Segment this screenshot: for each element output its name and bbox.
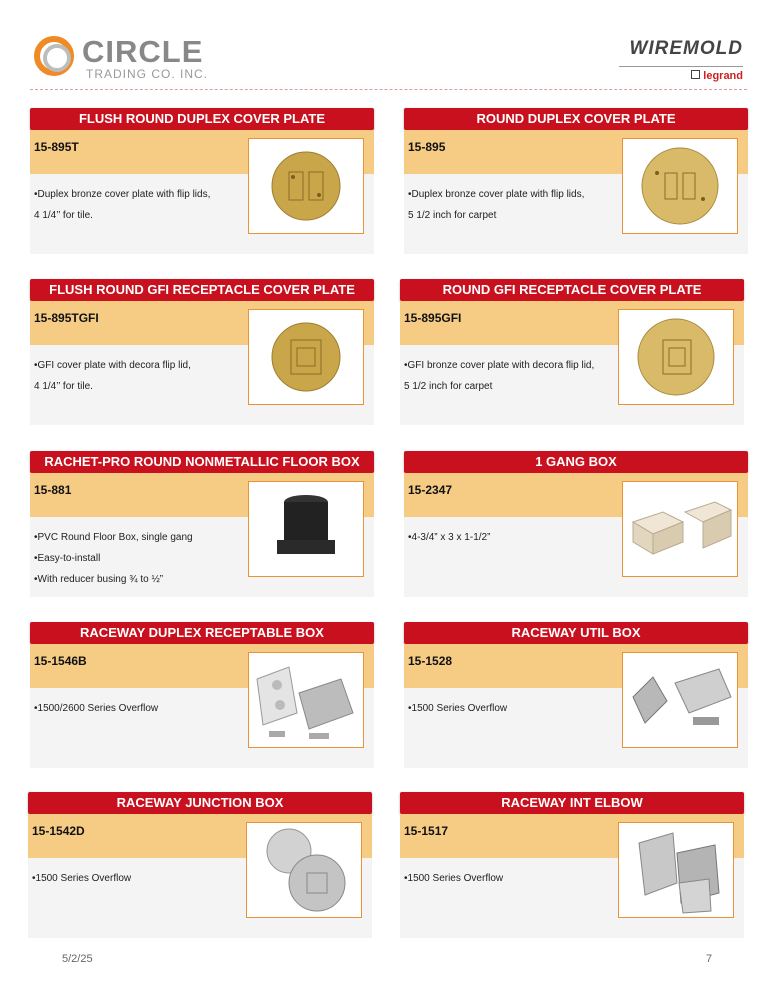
product-card [404, 108, 748, 254]
floor-box-icon [249, 482, 363, 576]
card-title: RACEWAY DUPLEX RECEPTABLE BOX [30, 622, 374, 644]
product-image [248, 138, 364, 234]
round-brass-plate-icon [623, 139, 737, 233]
product-description: •1500 Series Overflow [408, 703, 508, 714]
raceway-receptacle-icon [249, 653, 363, 747]
product-card [400, 792, 744, 938]
product-image [246, 822, 362, 918]
round-brass-plate-icon [249, 310, 363, 404]
product-image [248, 481, 364, 577]
legrand-square-icon [691, 70, 700, 79]
raceway-util-icon [623, 653, 737, 747]
product-code: 15-1546B [34, 654, 87, 668]
card-title: RACEWAY INT ELBOW [400, 792, 744, 814]
gang-box-icon [623, 482, 737, 576]
product-card [28, 792, 372, 938]
product-image [618, 822, 734, 918]
product-image [248, 652, 364, 748]
brand-divider [619, 66, 743, 67]
card-title: 1 GANG BOX [404, 451, 748, 473]
round-brass-plate-icon [249, 139, 363, 233]
product-description: •1500 Series Overflow [32, 873, 132, 884]
product-card [30, 108, 374, 254]
product-image [622, 481, 738, 577]
product-card [30, 279, 374, 425]
product-code: 15-895 [408, 140, 446, 154]
product-code: 15-895TGFI [34, 311, 99, 325]
product-description: •1500 Series Overflow [404, 873, 504, 884]
product-description: •Duplex bronze cover plate with flip lids, 5 1/2 inch for carpet [408, 189, 585, 221]
product-description: •4-3/4” x 3 x 1-1/2” [408, 532, 491, 543]
product-image [248, 309, 364, 405]
page-number: 7 [706, 953, 713, 965]
int-elbow-icon [619, 823, 733, 917]
product-code: 15-1517 [404, 824, 449, 838]
junction-box-icon [247, 823, 361, 917]
wiremold-logo: WIREMOLD [629, 38, 743, 59]
product-code: 15-881 [34, 483, 72, 497]
product-code: 15-2347 [408, 483, 453, 497]
product-card [30, 451, 374, 597]
product-description: •1500/2600 Series Overflow [34, 703, 159, 714]
product-image [618, 309, 734, 405]
product-card [404, 451, 748, 597]
logo-inner-ring-icon [43, 44, 71, 72]
legrand-text: legrand [703, 70, 743, 82]
card-title: RACEWAY JUNCTION BOX [28, 792, 372, 814]
company-subtitle: TRADING CO. INC. [86, 67, 209, 81]
legrand-logo [691, 70, 743, 82]
product-description: •GFI bronze cover plate with decora flip lid, 5 1/2 inch for carpet [404, 360, 595, 392]
product-code: 15-895T [34, 140, 79, 154]
product-description: •PVC Round Floor Box, single gang •Easy-to-install •With reducer busing ¾ to ½” [34, 532, 193, 585]
circle-logo [34, 36, 234, 86]
product-image [622, 138, 738, 234]
card-title: ROUND DUPLEX COVER PLATE [404, 108, 748, 130]
product-description: •GFI cover plate with decora flip lid, 4 1/4’’ for tile. [34, 360, 191, 392]
card-title: ROUND GFI RECEPTACLE COVER PLATE [400, 279, 744, 301]
round-brass-plate-icon [619, 310, 733, 404]
card-title: RACEWAY UTIL BOX [404, 622, 748, 644]
product-description: •Duplex bronze cover plate with flip lids, 4 1/4’’ for tile. [34, 189, 211, 221]
product-card [404, 622, 748, 768]
card-title: FLUSH ROUND GFI RECEPTACLE COVER PLATE [30, 279, 374, 301]
product-code: 15-1542D [32, 824, 85, 838]
product-card [400, 279, 744, 425]
footer-date: 5/2/25 [62, 953, 93, 965]
product-code: 15-895GFI [404, 311, 462, 325]
card-title: RACHET-PRO ROUND NONMETALLIC FLOOR BOX [30, 451, 374, 473]
product-code: 15-1528 [408, 654, 453, 668]
card-title: FLUSH ROUND DUPLEX COVER PLATE [30, 108, 374, 130]
header-divider [30, 89, 747, 90]
company-name: CIRCLE [82, 34, 204, 69]
product-image [622, 652, 738, 748]
product-card [30, 622, 374, 768]
